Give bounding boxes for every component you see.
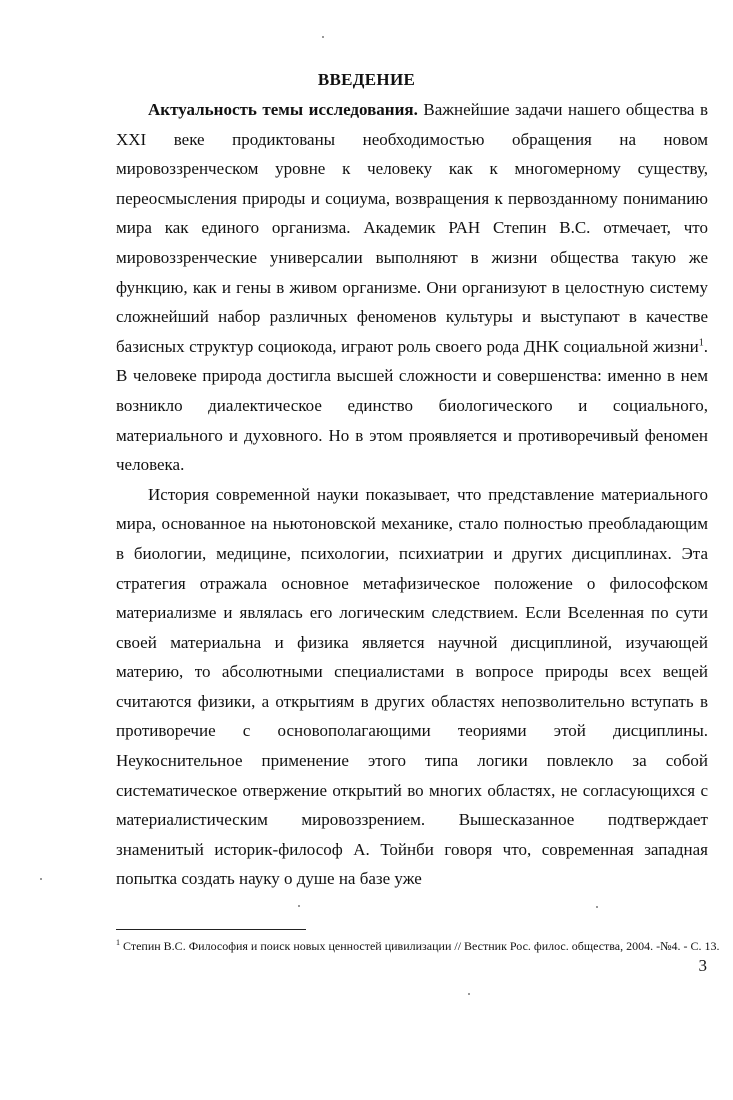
scan-speck xyxy=(468,993,470,995)
body-text xyxy=(116,95,708,894)
footnote-separator xyxy=(116,929,306,930)
paragraph-1-text-continued: . В человеке природа достигла высшей сложности и совершенства: именно в нем возникло диалектическое единство биологического и социального, материального и духовного. Но в этом проявляется и противоречивый феномен человека. xyxy=(116,336,708,475)
paragraph-1-text: Важнейшие задачи нашего общества в XXI веке продиктованы необходимостью обращения на новом мировоззренческом уровне к человеку как к многомерному существу, переосмысления природы и социума, возвращения к первозданному пониманию мира как единого организма. Академик РАН Степин В.С. отмечает, что мировоззренческие универсалии выполняют в жизни общества такую же функцию, как и гены в живом организме. Они организуют в целостную систему сложнейший набор различных феноменов культуры и выступают в качестве базисных структур социокода, играют роль своего рода ДНК социальной жизни xyxy=(116,100,708,356)
footnote-text: Степин В.С. Философия и поиск новых ценностей цивилизации // Вестник Рос. филос. общества, 2004. -№4. - С. 13. xyxy=(120,939,720,953)
scan-speck xyxy=(322,36,324,38)
paragraph-1 xyxy=(116,95,708,480)
footnote-marker: 1 xyxy=(116,938,120,947)
page-number: 3 xyxy=(698,956,707,975)
paragraph-2: История современной науки показывает, что представление материального мира, основанное на ньютоновской механике, стало полностью преобладающим в биологии, медицине, психологии, психиатрии и других дисциплинах. Эта стратегия отражала основное метафизическое положение о философском материализме и являлась его логическим следствием. Если Вселенная по сути своей материальна и физика является научной дисциплиной, изучающей материю, то абсолютными специалистами в вопросе природы всех вещей считаются физики, а открытиям в других областях непозволительно вступать в противоречие с основополагающими теориями этой дисциплины. Неукоснительное применение этого типа логики повлекло за собой систематическое отвержение открытий во многих областях, не согласующихся с материалистическим мировоззрением. Вышесказанное подтверждает знаменитый историк-философ А. Тойнби говоря что, современная западная попытка создать науку о душе на базе уже xyxy=(116,484,708,889)
paragraph-1-lead: Актуальность темы исследования. xyxy=(148,100,418,119)
scan-speck xyxy=(298,905,300,907)
section-title: ВВЕДЕНИЕ xyxy=(317,70,416,89)
scan-speck xyxy=(40,878,42,880)
scan-speck xyxy=(596,906,598,908)
footnote xyxy=(116,938,720,954)
footnote-reference: 1 xyxy=(698,337,704,349)
